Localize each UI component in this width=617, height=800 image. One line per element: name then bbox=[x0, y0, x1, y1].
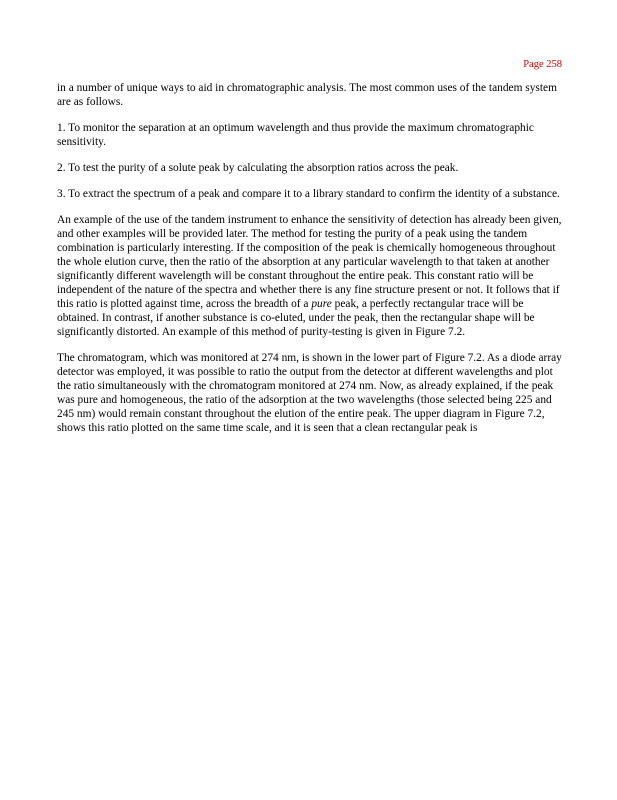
list-item-2: 2. To test the purity of a solute peak by calculating the absorption ratios across the peak. bbox=[57, 162, 459, 174]
chromatogram-paragraph: The chromatogram, which was monitored at 274 nm, is shown in the lower part of Figure 7.2. As a diode array detector was employed, it was possible to ratio the output from the detector at different wavelengths and plot the ratio simultaneously with the chromatogram monitored at 274 nm. Now, as already explained, if the peak was pure and homogeneous, the ratio of the adsorption at the two wavelengths (those selected being 225 and 245 nm) would remain constant throughout the elution of the entire peak. The upper diagram in Figure 7.2, shows this ratio plotted on the same time scale, and it is seen that a clean rectangular peak is bbox=[57, 352, 562, 434]
intro-paragraph: in a number of unique ways to aid in chromatographic analysis. The most common uses of the tandem system are as follows. bbox=[57, 82, 557, 108]
list-item-3: 3. To extract the spectrum of a peak and compare it to a library standard to confirm the identity of a substance. bbox=[57, 188, 560, 200]
example-paragraph bbox=[57, 213, 565, 339]
page-number: Page 258 bbox=[523, 59, 562, 70]
list-item-1: 1. To monitor the separation at an optimum wavelength and thus provide the maximum chromatographic sensitivity. bbox=[57, 122, 534, 148]
example-text-part2: peak, a perfectly rectangular trace will be obtained. In contrast, if another substance is co-eluted, under the peak, then the rectangular shape will be significantly distorted. An example of this method of purity-testing is given in Figure 7.2. bbox=[57, 298, 535, 338]
body-text bbox=[57, 81, 565, 447]
emphasis-pure: pure bbox=[311, 298, 332, 310]
example-text-part1: An example of the use of the tandem instrument to enhance the sensitivity of detection has already been given, and other examples will be provided later. The method for testing the purity of a peak using the tandem combination is particularly interesting. If the composition of the peak is chemically homogeneous throughout the whole elution curve, then the ratio of the absorption at any particular wavelength to that taken at another significantly different wavelength will be constant throughout the entire peak. This constant ratio will be independent of the nature of the spectra and whether there is any fine structure present or not. It follows that if this ratio is plotted against time, across the breadth of a bbox=[57, 214, 562, 310]
